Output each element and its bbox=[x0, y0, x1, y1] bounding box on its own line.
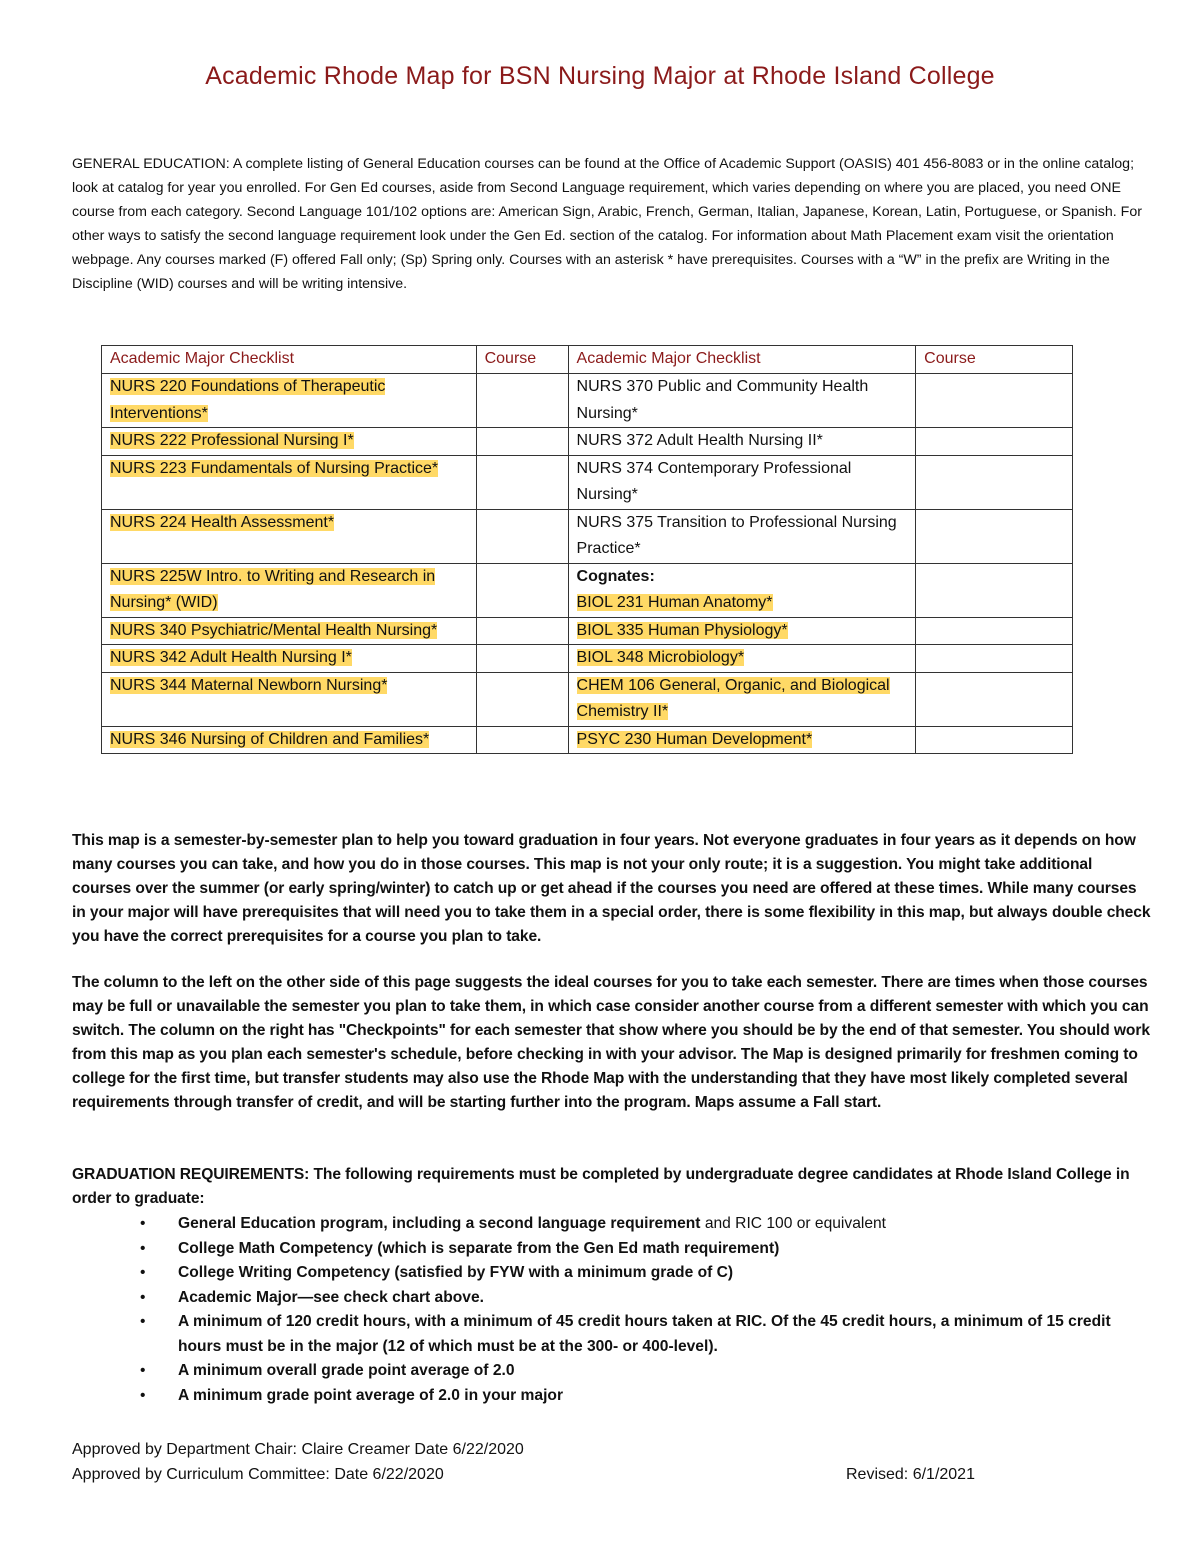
course-cell-left[interactable] bbox=[476, 563, 568, 617]
checklist-cell-right bbox=[568, 455, 916, 509]
course-name: NURS 222 Professional Nursing I* bbox=[110, 432, 354, 449]
academic-major-checklist-table bbox=[101, 345, 1073, 754]
requirement-text: A minimum overall grade point average of 2.0 bbox=[178, 1362, 515, 1379]
table-row bbox=[102, 455, 1073, 509]
course-cell-right[interactable] bbox=[916, 374, 1073, 428]
course-cell-left[interactable] bbox=[476, 455, 568, 509]
list-item bbox=[138, 1237, 1138, 1262]
course-name: NURS 342 Adult Health Nursing I* bbox=[110, 649, 352, 666]
course-cell-right[interactable] bbox=[916, 672, 1073, 726]
course-cell-left[interactable] bbox=[476, 374, 568, 428]
department-chair-approval: Approved by Department Chair: Claire Creamer Date 6/22/2020 bbox=[72, 1441, 524, 1458]
course-name: NURS 372 Adult Health Nursing II* bbox=[576, 432, 823, 449]
checklist-cell-right bbox=[568, 374, 916, 428]
requirement-suffix: and RIC 100 or equivalent bbox=[700, 1215, 887, 1232]
requirement-text: General Education program, including a second language requirement bbox=[178, 1215, 701, 1232]
bullet-icon: • bbox=[140, 1313, 146, 1330]
course-cell-right[interactable] bbox=[916, 509, 1073, 563]
course-name: NURS 344 Maternal Newborn Nursing* bbox=[110, 676, 388, 694]
requirement-text: Academic Major—see check chart above. bbox=[178, 1288, 484, 1306]
table-header-row bbox=[102, 346, 1073, 374]
course-name: CHEM 106 General, Organic, and Biological Chemistry II* bbox=[576, 676, 890, 720]
graduation-requirements-list bbox=[138, 1212, 1138, 1408]
bullet-icon: • bbox=[140, 1386, 146, 1404]
course-name: BIOL 335 Human Physiology* bbox=[576, 621, 788, 639]
checklist-cell-right bbox=[568, 509, 916, 563]
course-name: BIOL 348 Microbiology* bbox=[576, 649, 745, 666]
checklist-cell-left bbox=[102, 455, 477, 509]
course-cell-left[interactable] bbox=[476, 428, 568, 456]
table-row bbox=[102, 672, 1073, 726]
list-item bbox=[138, 1261, 1138, 1286]
course-name: NURS 224 Health Assessment* bbox=[110, 513, 335, 531]
course-name: BIOL 231 Human Anatomy* bbox=[576, 594, 773, 611]
header-course-right: Course bbox=[916, 346, 1073, 374]
checklist-cell-left bbox=[102, 645, 477, 673]
checklist-cell-right bbox=[568, 726, 916, 754]
checklist-cell-right bbox=[568, 617, 916, 645]
table-row bbox=[102, 726, 1073, 754]
page-title: Academic Rhode Map for BSN Nursing Major at Rhode Island College bbox=[205, 62, 995, 90]
course-cell-left[interactable] bbox=[476, 645, 568, 673]
general-education-paragraph: GENERAL EDUCATION: A complete listing of General Education courses can be found at the Office of Academic Support (OASIS) 401 456-8083 or in the online catalog; look at catalog for year you enrolled. For Gen Ed courses, aside from Second Language requirement, which varies depending on where you are placed, you need ONE course from each category. Second Language 101/102 options are: American Sign, Arabic, French, German, Italian, Japanese, Korean, Latin, Portuguese, or Spanish. For other ways to satisfy the second language requirement look under the Gen Ed. section of the catalog. For information about Math Placement exam visit the orientation webpage. Any courses marked (F) offered Fall only; (Sp) Spring only. Courses with an asterisk * have prerequisites. Courses with a “W” in the prefix are Writing in the Discipline (WID) courses and will be writing intensive. bbox=[72, 156, 1142, 292]
requirement-text: College Writing Competency (satisfied by FYW with a minimum grade of C) bbox=[178, 1264, 734, 1281]
table-row bbox=[102, 645, 1073, 673]
checklist-cell-right bbox=[568, 428, 916, 456]
list-item bbox=[138, 1286, 1138, 1311]
list-item bbox=[138, 1212, 1138, 1237]
bullet-icon: • bbox=[140, 1362, 146, 1379]
checklist-cell-left bbox=[102, 726, 477, 754]
course-cell-right[interactable] bbox=[916, 455, 1073, 509]
curriculum-committee-approval: Approved by Curriculum Committee: Date 6/22/2020 bbox=[72, 1466, 444, 1483]
list-item bbox=[138, 1359, 1138, 1384]
course-name: NURS 225W Intro. to Writing and Research in Nursing* (WID) bbox=[110, 567, 436, 611]
header-course-left: Course bbox=[476, 346, 568, 374]
checklist-cell-left bbox=[102, 374, 477, 428]
checklist-cell-left bbox=[102, 428, 477, 456]
checklist-cell-left bbox=[102, 617, 477, 645]
course-name: PSYC 230 Human Development* bbox=[576, 730, 813, 748]
course-cell-right[interactable] bbox=[916, 645, 1073, 673]
columns-paragraph: The column to the left on the other side of this page suggests the ideal courses for you to take each semester. There are times when those courses may be full or unavailable the semester you plan to take them, in which case consider another course from a different semester with which you can switch. The column on the right has "Checkpoints" for each semester that show where you should be by the end of that semester. You should work from this map as you plan each semester's schedule, before checking in with your advisor. The Map is designed primarily for freshmen coming to college for the first time, but transfer students may also use the Rhode Map with the understanding that they have most likely completed several requirements through transfer of credit, and will be starting further into the program. Maps assume a Fall start. bbox=[72, 974, 1150, 1111]
course-cell-right[interactable] bbox=[916, 563, 1073, 617]
course-name: NURS 370 Public and Community Health Nursing* bbox=[576, 378, 869, 422]
course-cell-right[interactable] bbox=[916, 428, 1073, 456]
course-cell-left[interactable] bbox=[476, 617, 568, 645]
bullet-icon: • bbox=[140, 1239, 146, 1257]
list-item bbox=[138, 1384, 1138, 1409]
table-row bbox=[102, 428, 1073, 456]
course-name: NURS 223 Fundamentals of Nursing Practice* bbox=[110, 459, 439, 477]
table-row bbox=[102, 509, 1073, 563]
course-name: NURS 374 Contemporary Professional Nursing* bbox=[576, 459, 852, 503]
checklist-cell-left bbox=[102, 509, 477, 563]
checklist-cell-right bbox=[568, 672, 916, 726]
course-cell-left[interactable] bbox=[476, 509, 568, 563]
map-intro-paragraph: This map is a semester-by-semester plan to help you toward graduation in four years. Not everyone graduates in four years as it depends on how many courses you can take, and how you do in those courses. This map is not your only route; it is a suggestion. You might take additional courses over the summer (or early spring/winter) to catch up or get ahead if the courses you need are offered at these times. While many courses in your major will have prerequisites that will need you to take them in a special order, there is some flexibility in this map, but always double check you have the correct prerequisites for a course you plan to take. bbox=[72, 832, 1151, 945]
header-checklist-right: Academic Major Checklist bbox=[568, 346, 916, 374]
course-name: NURS 340 Psychiatric/Mental Health Nursing* bbox=[110, 621, 438, 639]
checklist-cell-right bbox=[568, 645, 916, 673]
course-cell-left[interactable] bbox=[476, 672, 568, 726]
checklist-cell-left bbox=[102, 672, 477, 726]
bullet-icon: • bbox=[140, 1264, 146, 1281]
checklist-cell-right bbox=[568, 563, 916, 617]
table-row bbox=[102, 563, 1073, 617]
header-checklist-left: Academic Major Checklist bbox=[102, 346, 477, 374]
course-name: NURS 220 Foundations of Therapeutic Interventions* bbox=[110, 378, 386, 422]
list-item bbox=[138, 1310, 1138, 1359]
revised-date: Revised: 6/1/2021 bbox=[846, 1466, 975, 1483]
course-cell-right[interactable] bbox=[916, 617, 1073, 645]
cognates-label: Cognates: bbox=[576, 567, 655, 585]
checklist-cell-left bbox=[102, 563, 477, 617]
course-name: NURS 375 Transition to Professional Nursing Practice* bbox=[576, 513, 897, 557]
requirement-text: College Math Competency (which is separate from the Gen Ed math requirement) bbox=[178, 1239, 780, 1257]
graduation-requirements-heading: GRADUATION REQUIREMENTS: The following requirements must be completed by undergraduate degree candidates at Rhode Island College in order to graduate: bbox=[72, 1166, 1130, 1207]
course-cell-right[interactable] bbox=[916, 726, 1073, 754]
requirement-text: A minimum grade point average of 2.0 in your major bbox=[178, 1386, 564, 1404]
requirement-text: A minimum of 120 credit hours, with a minimum of 45 credit hours taken at RIC. Of the 45 credit hours, a minimum of 15 credit hours must be in the major (12 of which must be at the 300- or 400-level). bbox=[178, 1313, 1111, 1355]
course-name: NURS 346 Nursing of Children and Families* bbox=[110, 730, 430, 748]
course-cell-left[interactable] bbox=[476, 726, 568, 754]
table-row bbox=[102, 617, 1073, 645]
table-row bbox=[102, 374, 1073, 428]
bullet-icon: • bbox=[140, 1215, 146, 1232]
bullet-icon: • bbox=[140, 1288, 146, 1306]
